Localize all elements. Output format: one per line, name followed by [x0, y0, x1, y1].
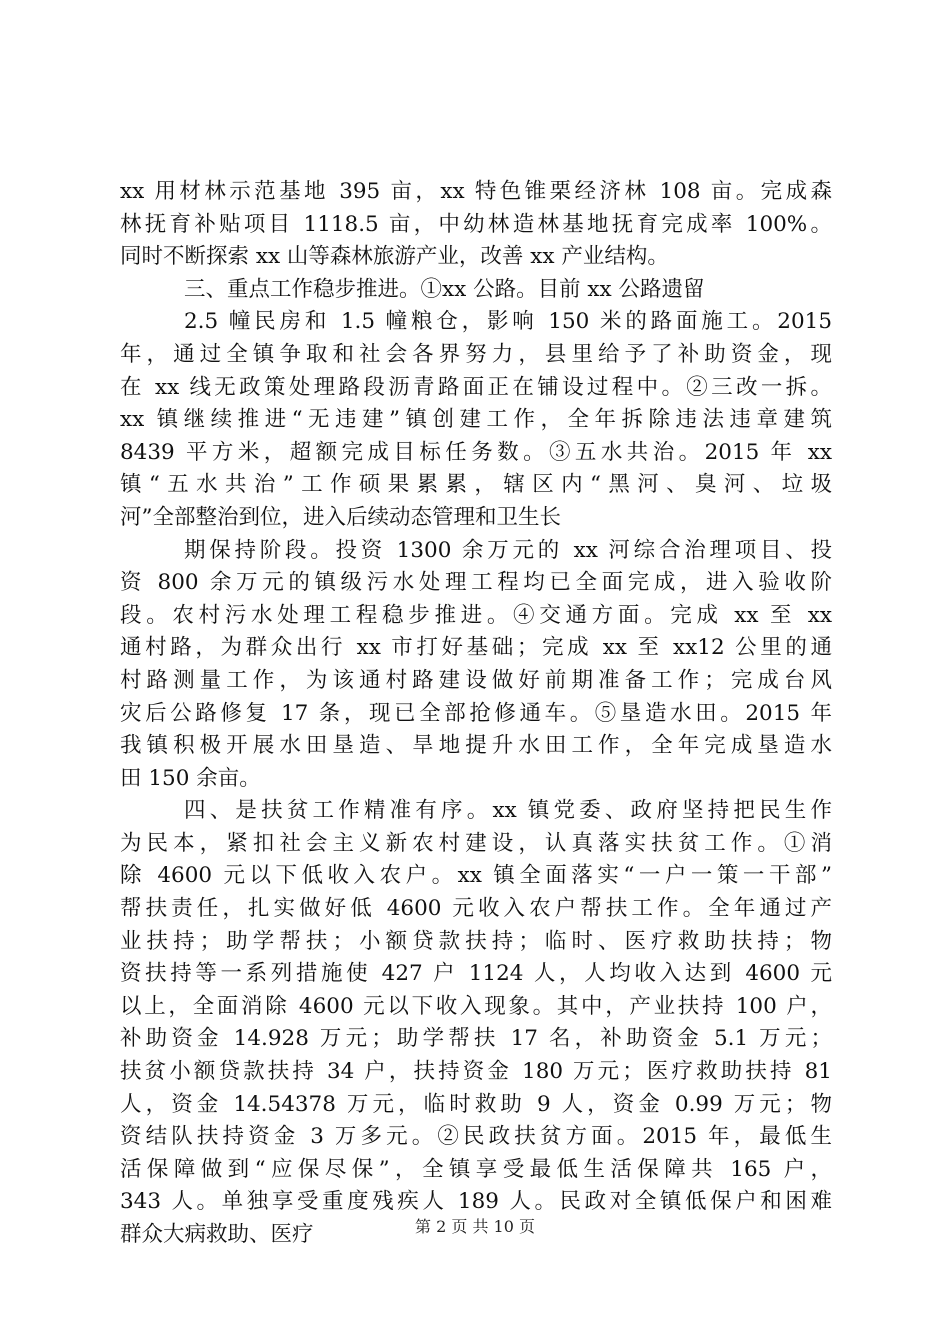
text-line: 在 xx 线无政策处理路段沥青路面正在铺设过程中。②三改一拆。: [120, 374, 832, 400]
text-line: 群众大病救助、医疗: [120, 1222, 314, 1247]
text-line: 镇“五水共治”工作硕果累累，辖区内“黑河、臭河、垃圾: [120, 472, 832, 498]
text-line: 补助资金 14.928 万元；助学帮扶 17 名，补助资金 5.1 万元；: [120, 1026, 832, 1052]
page-number: 第 2 页 共 10 页: [415, 1217, 535, 1236]
text-line: 扶贫小额贷款扶持 34 户，扶持资金 180 万元；医疗救助扶持 81: [120, 1059, 832, 1085]
text-line: 河”全部整治到位，进入后续动态管理和卫生长: [120, 504, 561, 530]
text-line: 除 4600 元以下低收入农户。xx 镇全面落实“一户一策一干部”: [120, 863, 832, 889]
text-line: 以上，全面消除 4600 元以下收入现象。其中，产业扶持 100 户，: [120, 993, 832, 1019]
text-line: 资 800 余万元的镇级污水处理工程均已全面完成，进入验收阶: [120, 570, 832, 596]
page-footer: [0, 1214, 950, 1237]
text-line: 通村路，为群众出行 xx 市打好基础；完成 xx 至 xx12 公里的通: [120, 635, 832, 661]
text-line: xx 镇继续推进“无违建”镇创建工作，全年拆除违法违章建筑: [120, 407, 832, 433]
text-line: 村路测量工作，为该通村路建设做好前期准备工作；完成台风: [120, 667, 832, 693]
text-line: 年，通过全镇争取和社会各界努力，县里给予了补助资金，现: [120, 341, 832, 367]
text-line: 我镇积极开展水田垦造、旱地提升水田工作，全年完成垦造水: [120, 733, 832, 759]
text-line: 灾后公路修复 17 条，现已全部抢修通车。⑤垦造水田。2015 年: [120, 700, 832, 726]
text-line: 同时不断探索 xx 山等森林旅游产业，改善 xx 产业结构。: [120, 244, 669, 270]
text-line: 四、是扶贫工作精准有序。xx 镇党委、政府坚持把民生作: [184, 798, 832, 824]
text-line: 期保持阶段。投资 1300 余万元的 xx 河综合治理项目、投: [184, 537, 832, 563]
body-text: [120, 176, 832, 1252]
text-line: 为民本，紧扣社会主义新农村建设，认真落实扶贫工作。①消: [120, 830, 832, 856]
text-line: 田 150 余亩。: [120, 765, 261, 791]
text-line: 三、重点工作稳步推进。①xx 公路。目前 xx 公路遗留: [184, 276, 705, 302]
text-line: 资结队扶持资金 3 万多元。②民政扶贫方面。2015 年，最低生: [120, 1124, 832, 1150]
text-line: 活保障做到“应保尽保”，全镇享受最低生活保障共 165 户，: [120, 1156, 832, 1182]
text-line: 2.5 幢民房和 1.5 幢粮仓，影响 150 米的路面施工。2015: [184, 309, 832, 335]
text-line: 8439 平方米，超额完成目标任务数。③五水共治。2015 年 xx: [120, 439, 832, 465]
text-line: 林抚育补贴项目 1118.5 亩，中幼林造林基地抚育完成率 100%。: [120, 211, 832, 237]
text-line: 人，资金 14.54378 万元，临时救助 9 人，资金 0.99 万元；物: [120, 1091, 832, 1117]
text-line: 资扶持等一系列措施使 427 户 1124 人，人均收入达到 4600 元: [120, 961, 832, 987]
text-line: 帮扶责任，扎实做好低 4600 元收入农户帮扶工作。全年通过产: [120, 896, 832, 922]
text-line: 段。农村污水处理工程稳步推进。④交通方面。完成 xx 至 xx: [120, 602, 832, 628]
text-line: 业扶持；助学帮扶；小额贷款扶持；临时、医疗救助扶持；物: [120, 928, 832, 954]
text-line: xx 用材林示范基地 395 亩，xx 特色锥栗经济林 108 亩。完成森: [120, 179, 832, 204]
text-line: 343 人。单独享受重度残疾人 189 人。民政对全镇低保户和困难: [120, 1189, 832, 1215]
